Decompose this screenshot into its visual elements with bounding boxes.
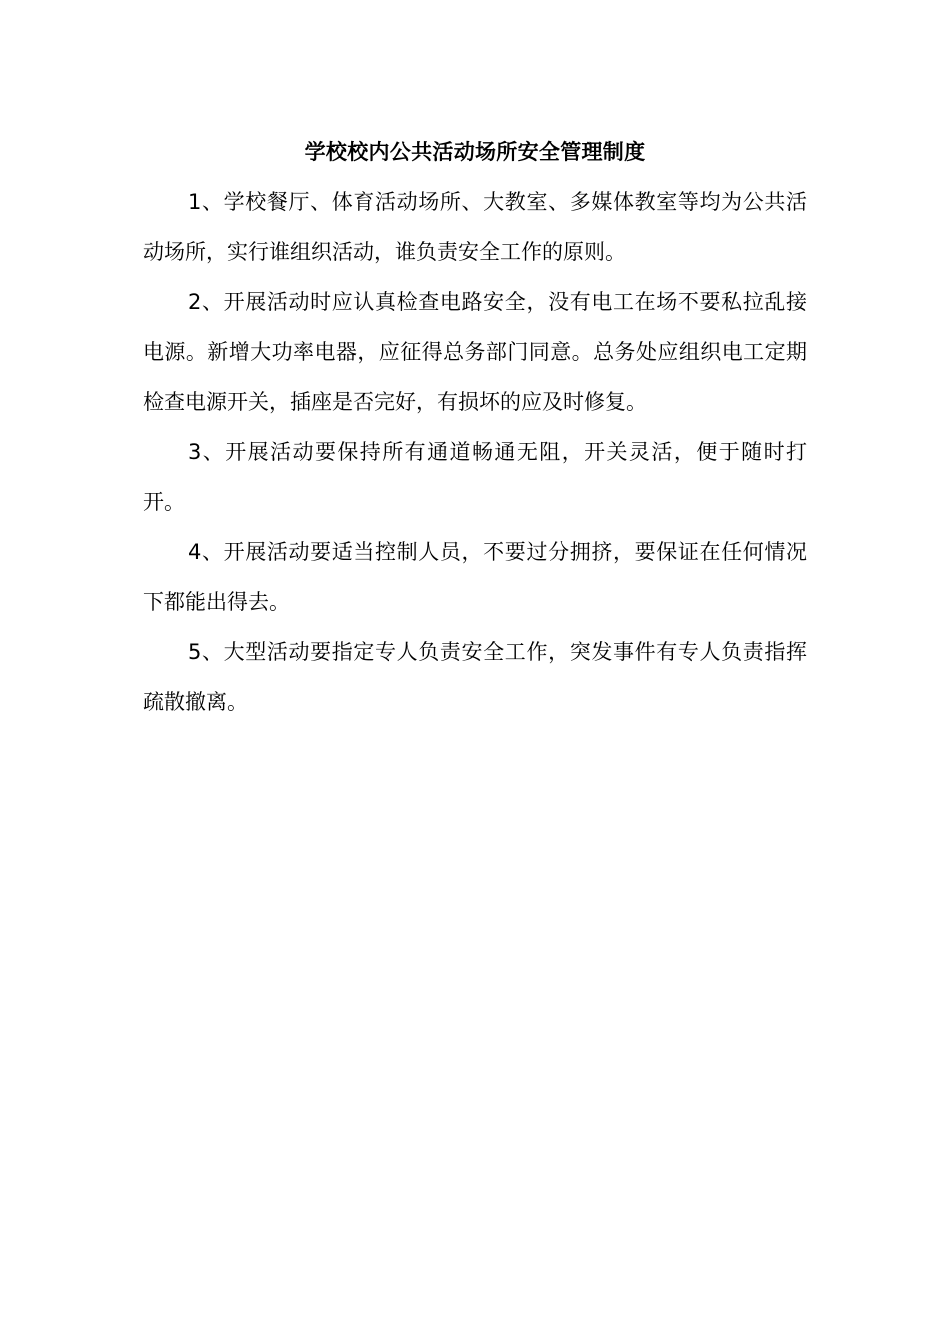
paragraph-1: 1、学校餐厅、体育活动场所、大教室、多媒体教室等均为公共活动场所，实行谁组织活动，谁负责安全工作的原则。 [143,190,807,264]
paragraph-4: 4、开展活动要适当控制人员，不要过分拥挤，要保证在任何情况下都能出得去。 [143,540,807,614]
paragraph-5: 5、大型活动要指定专人负责安全工作，突发事件有专人负责指挥疏散撤离。 [143,640,807,714]
document-body [143,130,807,727]
paragraph-3: 3、开展活动要保持所有通道畅通无阻，开关灵活，便于随时打开。 [143,440,807,514]
document-title: 学校校内公共活动场所安全管理制度 [304,140,646,164]
paragraph-2: 2、开展活动时应认真检查电路安全，没有电工在场不要私拉乱接电源。新增大功率电器，应征得总务部门同意。总务处应组织电工定期检查电源开关，插座是否完好，有损坏的应及时修复。 [143,290,807,414]
